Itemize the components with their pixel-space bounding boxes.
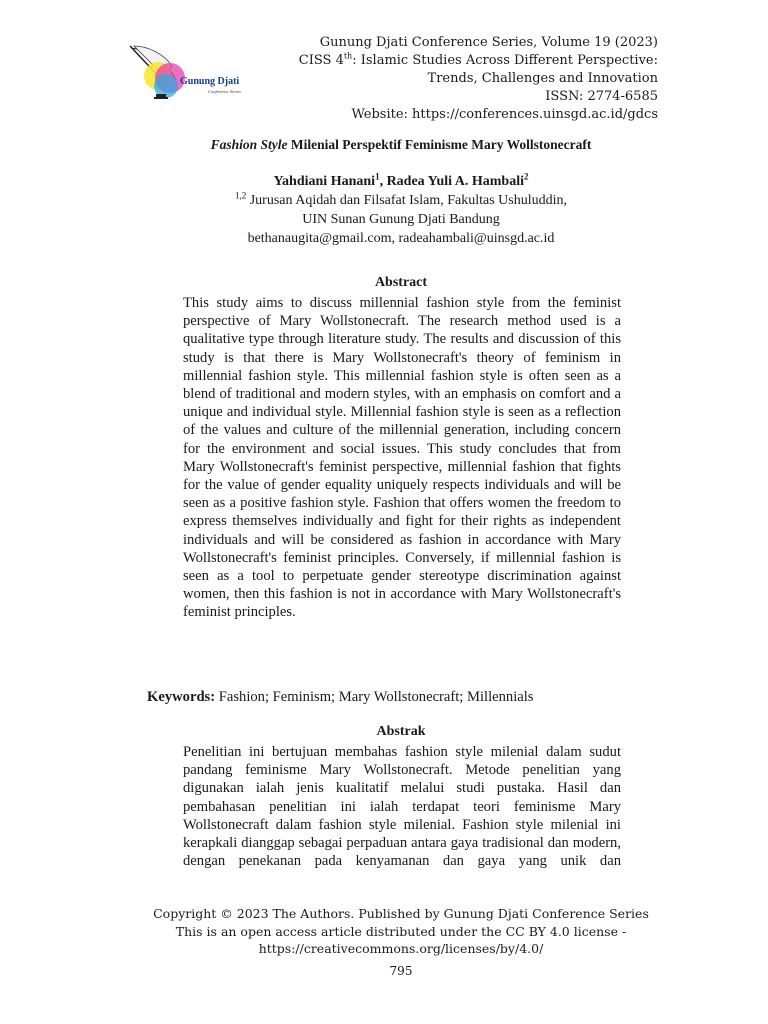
author-names: Yahdiani Hanani$^1$, Radea Yuli A. Hambali$^2$ xyxy=(273,171,529,189)
abstrak-heading: Abstrak xyxy=(376,724,426,739)
license-footer xyxy=(0,905,768,958)
affiliation-line: $^{1,2}$ Jurusan Aqidah dan Filsafat Islam, Fakultas Ushuluddin, xyxy=(234,190,568,208)
header-journal-line: Gunung Djati Conference Series, Volume 19 (2023) xyxy=(319,35,658,50)
page-number: 795 xyxy=(389,964,413,978)
logo-text: Gunung Djati xyxy=(180,76,240,87)
abstract-text: This study aims to discuss millennial fashion style from the feminist perspective of Mary Wollstonecraft. The research method used is a qualitative type through literature study. The results and discussion of this study is that there is Mary Wollstonecraft's theory of feminism in millennial fashion style. This millennial fashion style is often seen as a blend of traditional and modern styles, with an emphasis on comfort and a unique and individual style. Millennial fashion style is seen as a reflection of the values and culture of the millennial generation, including concern for the environment and social issues. This study concludes that from Mary Wollstonecraft's feminist perspective, millennial fashion that fights for the value of gender equality uniquely respects individuals and will be seen as a positive fashion style. Fashion that offers women the freedom to express themselves individually and fight for their rights as independent individuals and will be considered as fashion in accordance with Mary Wollstonecraft's feminist principles. Conversely, if millennial fashion is seen as a tool to perpetuate gender stereotype discrimination against women, then this fashion is not in accordance with Mary Wollstonecraft's feminist principles. xyxy=(183,295,621,621)
logo-subtext: Conference Series xyxy=(208,89,241,94)
license-line: This is an open access article distributed under the CC BY 4.0 license - xyxy=(175,923,627,939)
paper-title: Fashion Style Milenial Perspektif Feminisme Mary Wollstonecraft xyxy=(210,137,592,152)
keywords xyxy=(147,689,534,706)
university-line: UIN Sunan Gunung Djati Bandung xyxy=(302,212,500,227)
author-emails[interactable]: bethanaugita@gmail.com, radeahambali@uinsgd.ac.id xyxy=(247,231,555,246)
header-conference-line: CISS 4th: Islamic Studies Across Different Perspective: xyxy=(298,51,658,68)
license-url[interactable]: https://creativecommons.org/licenses/by/4.0/ xyxy=(258,941,544,956)
header-website[interactable]: Website: https://conferences.uinsgd.ac.id/gdcs xyxy=(351,107,658,122)
header-theme-line: Trends, Challenges and Innovation xyxy=(427,71,658,86)
keywords-label: Keywords: xyxy=(147,689,216,705)
abstract-heading: Abstract xyxy=(374,275,428,290)
header-issn: ISSN: 2774-6585 xyxy=(545,89,658,104)
keywords-value: Fashion; Feminism; Mary Wollstonecraft; Millennials xyxy=(215,689,534,705)
copyright-line: Copyright © 2023 The Authors. Published by Gunung Djati Conference Series xyxy=(153,906,649,921)
journal-header xyxy=(238,34,658,124)
abstrak-text: Penelitian ini bertujuan membahas fashion style milenial dalam sudut pandang feminisme Mary Wollstonecraft. Metode penelitian yang digunakan ialah jenis kualitatif melalui studi pustaka. Hasil dan pembahasan penelitian ini ialah terdapat teori feminisme Mary Wollstonecraft dalam fashion style milenial. Fashion style milenial ini kerapkali dianggap sebagai perpaduan antara gaya tradisional dan modern, dengan penekanan pada kenyamanan dan gaya yang unik dan xyxy=(183,744,621,870)
author-block xyxy=(0,172,768,248)
